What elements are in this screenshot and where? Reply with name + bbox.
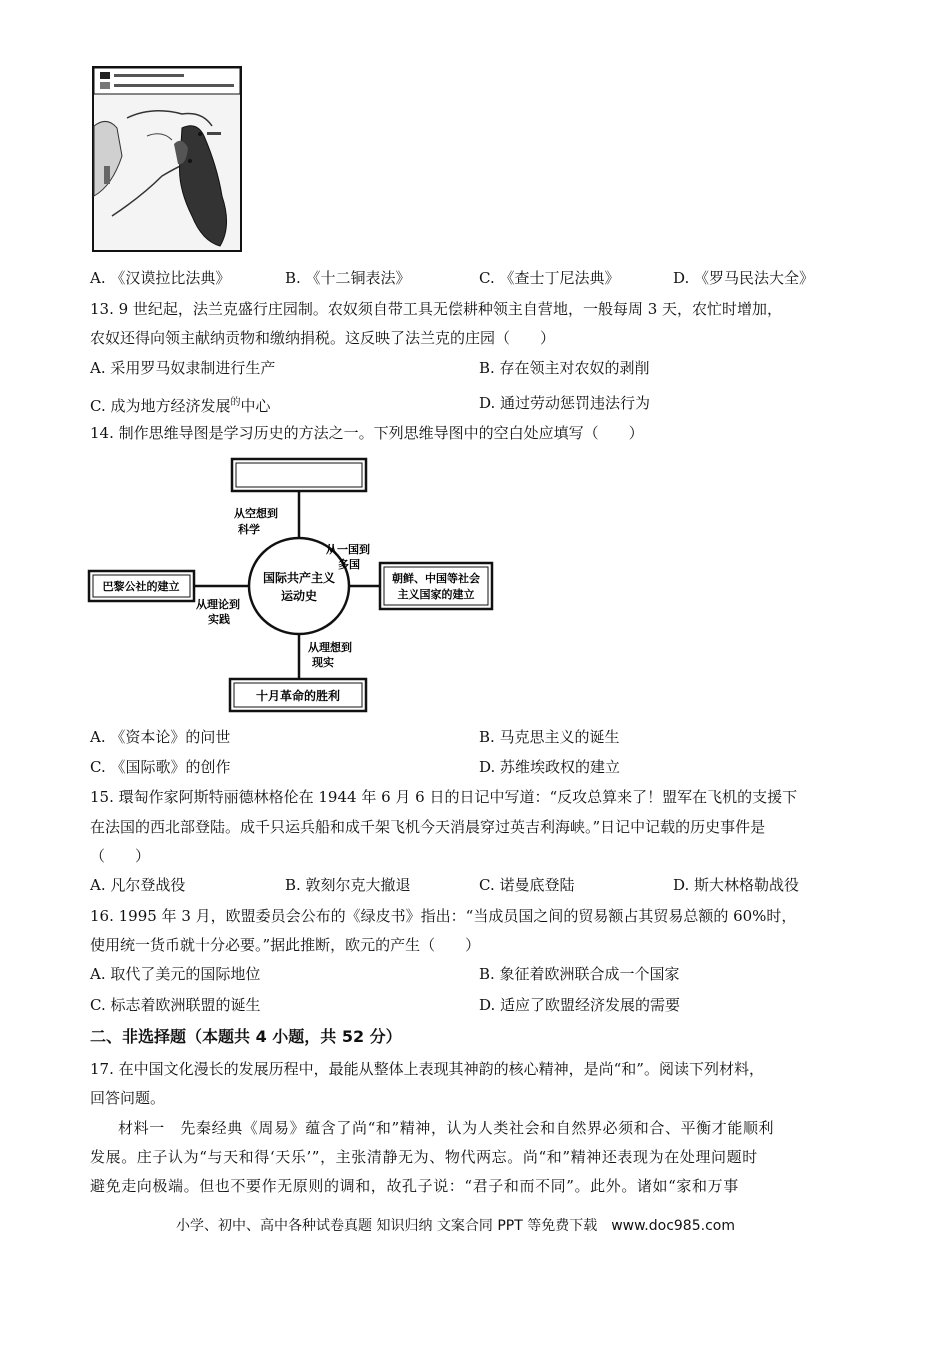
q13-option-c-text: C. 成为地方经济发展 xyxy=(90,397,231,415)
q16-option-d[interactable]: D. 适应了欧盟经济发展的需要 xyxy=(479,996,681,1014)
left-label-1: 从理论到 xyxy=(196,598,240,611)
q12-option-b[interactable]: B. 《十二铜表法》 xyxy=(285,269,411,287)
q17-stem-line1: 17. 在中国文化漫长的发展历程中，最能从整体上表现其神韵的核心精神，是尚“和”。阅读下列材料， xyxy=(90,1060,764,1078)
bottom-label-1: 从理想到 xyxy=(308,641,352,654)
q13-option-c-text-end: 中心 xyxy=(240,397,271,415)
q16-stem-line2: 使用统一货币就十分必要。”据此推断，欧元的产生（ ） xyxy=(90,936,481,954)
q12-option-a[interactable]: A. 《汉谟拉比法典》 xyxy=(90,269,231,287)
q15-stem-line1: 15. 環匋作家阿斯特丽德林格伦在 1944 年 6 月 6 日的日记中写道：“反攻总算来了！盟军在飞机的支援下 xyxy=(90,788,798,806)
q13-stem-line1: 13. 9 世纪起，法兰克盛行庄园制。农奴须自带工具无偿耕种领主自营地，一般每周 3 天，农忙时增加， xyxy=(90,300,783,318)
q17-stem-line2: 回答问题。 xyxy=(90,1089,166,1107)
center-text-1: 国际共产主义 xyxy=(262,571,336,585)
mind-map-right-box xyxy=(380,563,492,609)
q14-option-b[interactable]: B. 马克思主义的诞生 xyxy=(479,728,620,746)
mind-map-blank-box[interactable] xyxy=(232,459,366,491)
mind-map-diagram xyxy=(86,455,496,715)
q14-stem: 14. 制作思维导图是学习历史的方法之一。下列思维导图中的空白处应填写（ ） xyxy=(90,424,644,442)
q13-option-c[interactable] xyxy=(90,393,271,416)
q13-stem-line2: 农奴还得向领主献纳贡物和缴纳捐税。这反映了法兰克的庄园（ ） xyxy=(90,329,556,347)
q15-stem-line3: （ ） xyxy=(90,847,151,865)
bottom-box-text: 十月革命的胜利 xyxy=(255,689,341,703)
q15-option-a[interactable]: A. 凡尔登战役 xyxy=(90,876,186,894)
q14-option-d[interactable]: D. 苏维埃政权的建立 xyxy=(479,758,621,776)
q15-option-c[interactable]: C. 诺曼底登陆 xyxy=(479,876,575,894)
q14-option-c[interactable]: C. 《国际歌》的创作 xyxy=(90,758,231,776)
right-box-text-1: 朝鲜、中国等社会 xyxy=(392,572,480,585)
q13-option-a[interactable]: A. 采用罗马奴隶制进行生产 xyxy=(90,359,276,377)
q13-option-b[interactable]: B. 存在领主对农奴的剥削 xyxy=(479,359,650,377)
q14-option-a[interactable]: A. 《资本论》的问世 xyxy=(90,728,231,746)
q16-stem-line1: 16. 1995 年 3 月，欧盟委员会公布的《绿皮书》指出：“当成员国之间的贸易额占其贸易总额的 60%时， xyxy=(90,907,797,925)
q12-option-c[interactable]: C. 《查士丁尼法典》 xyxy=(479,269,620,287)
q16-option-c[interactable]: C. 标志着欧洲联盟的诞生 xyxy=(90,996,261,1014)
top-label-2: 科学 xyxy=(238,523,260,536)
historical-map-image xyxy=(92,66,242,252)
q15-stem-line2: 在法国的西北部登陆。成千只运兵船和成千架飞机今天消晨穿过英吉利海峡。”日记中记载的历史事件是 xyxy=(90,818,766,836)
q16-option-a[interactable]: A. 取代了美元的国际地位 xyxy=(90,965,261,983)
center-text-2: 运动史 xyxy=(280,589,318,603)
right-box-text-2: 主义国家的建立 xyxy=(397,588,475,601)
right-label-2: 多国 xyxy=(338,558,360,571)
q17-material-line2: 发展。庄子认为“与天和得‘天乐’”，主张清静无为、物代两忘。尚“和”精神还表现为在处理问题时 xyxy=(90,1148,758,1166)
q15-option-d[interactable]: D. 斯大林格勒战役 xyxy=(673,876,800,894)
left-box-text: 巴黎公社的建立 xyxy=(102,580,180,593)
q13-option-c-sup: 的 xyxy=(230,397,241,408)
q17-material-line3: 避免走向极端。但也不要作无原则的调和，故孔子说：“君子和而不同”。此外。诸如“家和万事 xyxy=(90,1177,739,1195)
q17-material-line1: 材料一 先秦经典《周易》蕴含了尚“和”精神，认为人类社会和自然界必须和合、平衡才能顺利 xyxy=(118,1119,775,1137)
q12-option-d[interactable]: D. 《罗马民法大全》 xyxy=(673,269,815,287)
left-label-2: 实践 xyxy=(208,613,230,626)
q15-option-b[interactable]: B. 敦刻尔克大撤退 xyxy=(285,876,411,894)
bottom-label-2: 现实 xyxy=(312,656,334,669)
q16-option-b[interactable]: B. 象征着欧洲联合成一个国家 xyxy=(479,965,680,983)
q13-option-d[interactable]: D. 通过劳动惩罚违法行为 xyxy=(479,394,651,412)
section-heading: 二、非选择题（本题共 4 小题，共 52 分） xyxy=(90,1027,402,1046)
top-label-1: 从空想到 xyxy=(234,507,278,520)
page-footer: 小学、初中、高中各种试卷真题 知识归纳 文案合同 PPT 等免费下载 www.doc985.com xyxy=(176,1218,735,1234)
right-label-1: 从一国到 xyxy=(326,543,370,556)
